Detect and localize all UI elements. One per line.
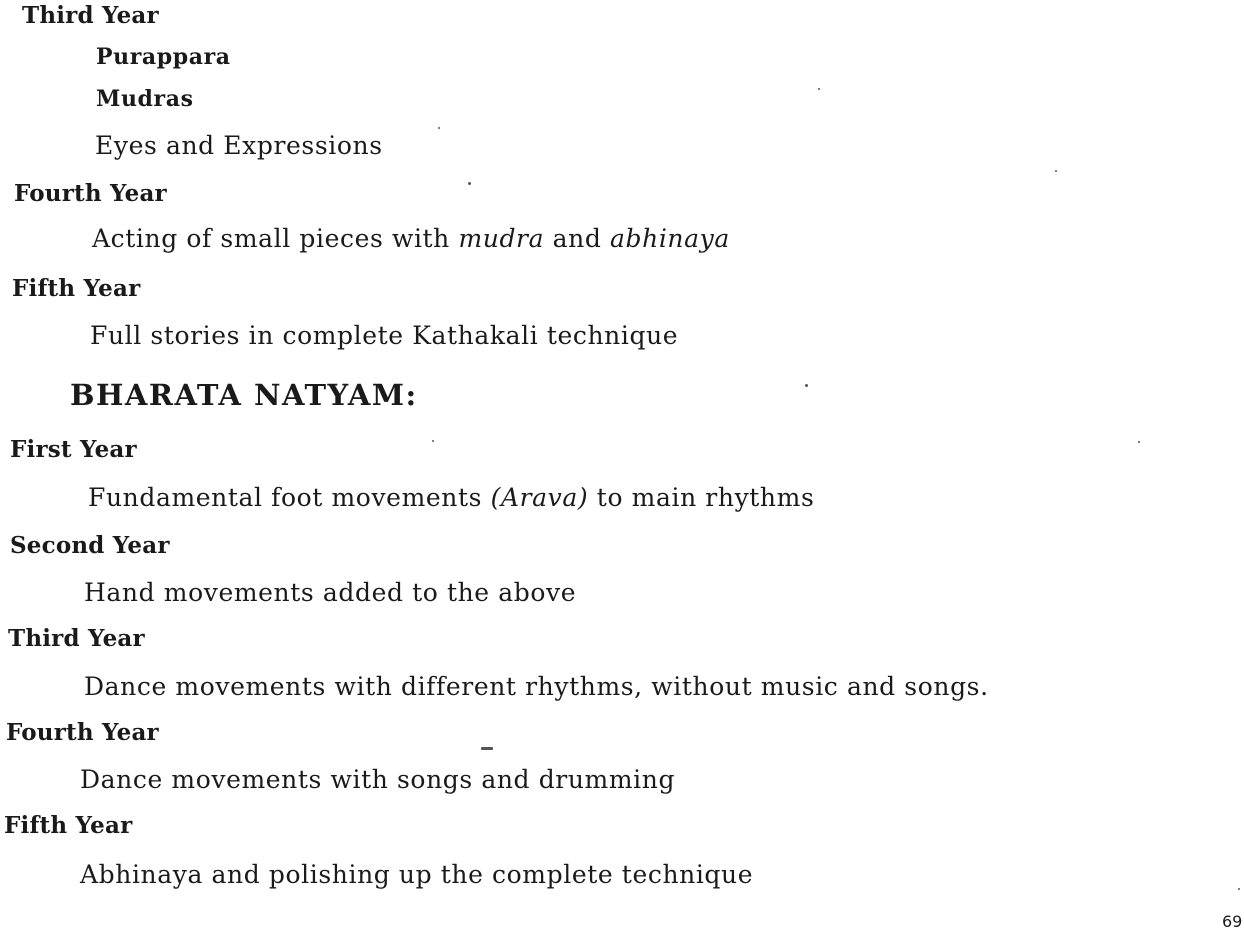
item-foot-text-before: Fundamental foot movements bbox=[88, 483, 491, 512]
item-abhinaya-polishing: Abhinaya and polishing up the complete technique bbox=[80, 860, 754, 889]
item-purappara: Purappara bbox=[96, 44, 231, 70]
year-heading-first-bharata: First Year bbox=[10, 436, 137, 463]
scan-speck bbox=[1238, 888, 1240, 890]
item-dance-different-rhythms: Dance movements with different rhythms, without music and songs. bbox=[84, 672, 989, 701]
scan-speck bbox=[1138, 441, 1140, 443]
scan-speck bbox=[481, 747, 493, 750]
year-heading-fifth-bharata: Fifth Year bbox=[4, 812, 133, 839]
item-hand-movements: Hand movements added to the above bbox=[84, 578, 577, 607]
year-heading-third-bharata: Third Year bbox=[8, 625, 145, 652]
item-acting-em-abhinaya: abhinaya bbox=[610, 224, 730, 253]
item-foot-text-after: to main rhythms bbox=[588, 483, 815, 512]
year-heading-fourth-bharata: Fourth Year bbox=[6, 719, 159, 746]
scan-speck bbox=[468, 182, 471, 185]
item-acting-text-middle: and bbox=[544, 224, 611, 253]
year-heading-second-bharata: Second Year bbox=[10, 532, 170, 559]
year-heading-fourth-kathakali: Fourth Year bbox=[14, 180, 167, 207]
section-title-bharata-natyam: BHARATA NATYAM: bbox=[70, 378, 418, 412]
item-acting-text-before: Acting of small pieces with bbox=[92, 224, 459, 253]
scan-speck bbox=[818, 88, 820, 90]
scan-speck bbox=[805, 384, 808, 387]
year-heading-third-kathakali: Third Year bbox=[22, 2, 159, 29]
item-full-stories: Full stories in complete Kathakali technique bbox=[90, 321, 679, 350]
item-acting-em-mudra: mudra bbox=[458, 224, 545, 253]
item-mudras: Mudras bbox=[96, 86, 194, 112]
item-dance-songs-drumming: Dance movements with songs and drumming bbox=[80, 765, 676, 794]
year-heading-fifth-kathakali: Fifth Year bbox=[12, 275, 141, 302]
page-number: 69 bbox=[1222, 912, 1243, 931]
item-fundamental-foot bbox=[88, 483, 814, 512]
item-foot-em-arava: (Arava) bbox=[490, 483, 589, 512]
scan-speck bbox=[432, 440, 434, 442]
item-acting-small-pieces bbox=[92, 224, 730, 253]
scan-speck bbox=[438, 127, 440, 129]
item-eyes-expressions: Eyes and Expressions bbox=[95, 131, 383, 160]
scan-speck bbox=[1055, 170, 1057, 172]
